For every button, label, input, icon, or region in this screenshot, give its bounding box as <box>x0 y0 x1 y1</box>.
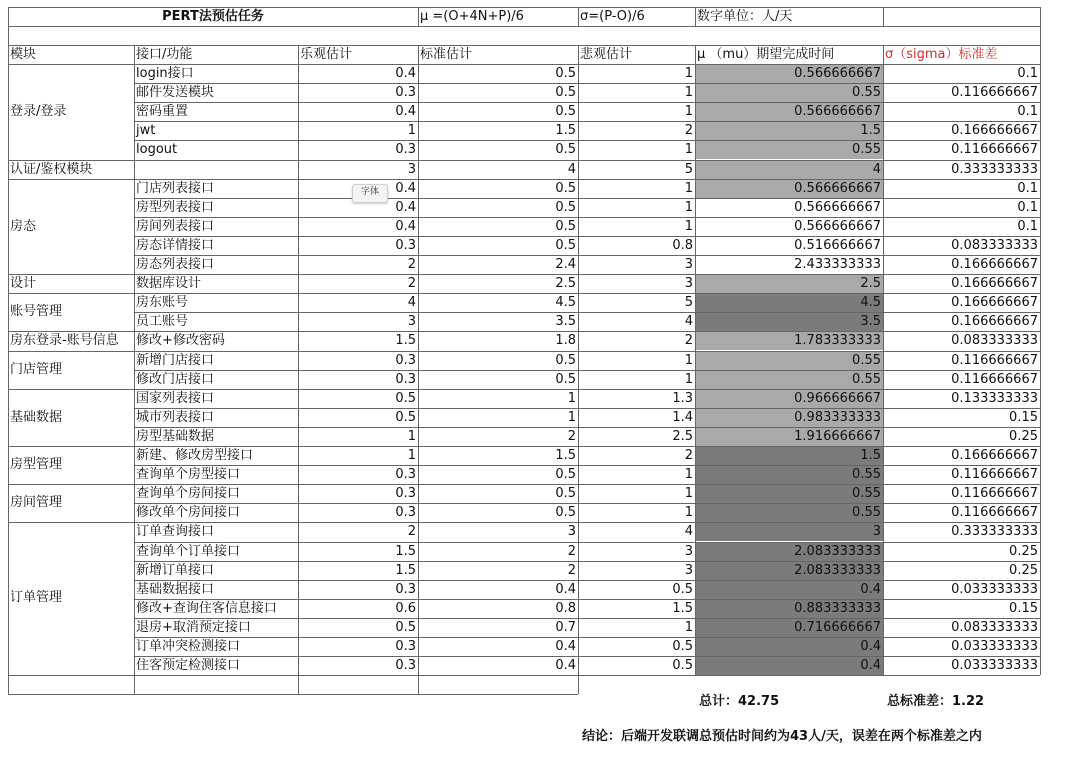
value-cell[interactable]: 0.033333333 <box>951 581 1038 597</box>
grid-line <box>8 26 1040 27</box>
value-cell[interactable]: 0.333333333 <box>951 161 1038 177</box>
grid-line <box>8 351 1040 352</box>
value-cell[interactable]: 0.116666667 <box>951 142 1038 158</box>
value-cell[interactable]: 0.7 <box>555 619 576 635</box>
total-label: 总计：42.75 <box>699 694 780 709</box>
grid-line <box>134 637 1040 638</box>
function-cell[interactable]: 国家列表接口 <box>136 390 215 406</box>
value-cell[interactable]: 3 <box>684 276 693 292</box>
grid-line <box>134 618 1040 619</box>
value-cell[interactable]: 0.3 <box>395 237 416 253</box>
value-cell[interactable]: 0.566666667 <box>695 64 883 83</box>
value-cell[interactable]: 0.333333333 <box>951 524 1038 540</box>
function-cell[interactable]: 城市列表接口 <box>136 409 215 425</box>
grid-line <box>695 45 696 675</box>
value-cell[interactable]: 4 <box>567 161 576 177</box>
value-cell[interactable]: 2 <box>567 543 576 559</box>
value-cell[interactable]: 0.1 <box>1017 180 1038 196</box>
value-cell[interactable]: 3 <box>407 161 416 177</box>
value-cell[interactable]: 0.5 <box>672 658 693 674</box>
function-cell[interactable]: 新增订单接口 <box>136 562 215 578</box>
value-cell[interactable]: 0.3 <box>395 142 416 158</box>
grid-line <box>134 675 135 694</box>
function-cell[interactable]: 退房+取消预定接口 <box>136 619 251 635</box>
value-cell[interactable]: 1.5 <box>395 543 416 559</box>
value-cell[interactable]: 0.25 <box>1009 562 1038 578</box>
value-cell[interactable]: 0.4 <box>395 180 416 196</box>
value-cell[interactable]: 0.5 <box>555 218 576 234</box>
module-cell[interactable]: 房型管理 <box>10 457 63 472</box>
grid-line <box>298 675 299 694</box>
value-cell[interactable]: 0.116666667 <box>951 371 1038 387</box>
value-cell[interactable]: 2 <box>407 257 416 272</box>
value-cell[interactable]: 0.5 <box>555 85 576 101</box>
value-cell[interactable]: 0.55 <box>695 465 883 484</box>
value-cell[interactable]: 0.4 <box>395 104 416 120</box>
module-cell[interactable]: 认证/鉴权模块 <box>10 161 93 177</box>
value-cell[interactable]: 0.4 <box>555 581 576 597</box>
value-cell[interactable]: 2.5 <box>695 274 883 293</box>
value-cell[interactable]: 0.3 <box>395 581 416 597</box>
grid-line <box>8 45 1040 46</box>
grid-line <box>134 408 1040 409</box>
value-cell[interactable]: 1 <box>407 428 416 444</box>
value-cell[interactable]: 0.5 <box>555 237 576 253</box>
grid-line <box>578 45 579 675</box>
function-cell[interactable]: 房型基础数据 <box>136 428 215 444</box>
value-cell[interactable]: 0.3 <box>395 658 416 674</box>
function-cell[interactable]: 门店列表接口 <box>136 180 215 196</box>
value-cell[interactable]: 0.116666667 <box>951 352 1038 368</box>
value-cell[interactable]: 0.5 <box>395 409 416 425</box>
value-cell[interactable]: 2.083333333 <box>695 561 883 580</box>
value-cell[interactable]: 4 <box>695 160 883 179</box>
value-cell[interactable]: 2.433333333 <box>794 257 881 272</box>
value-cell[interactable]: 1 <box>684 352 693 368</box>
value-cell[interactable]: 0.4 <box>695 637 883 656</box>
value-cell[interactable]: 4 <box>407 295 416 311</box>
grid-line <box>8 694 578 695</box>
value-cell[interactable]: 1.5 <box>395 333 416 349</box>
value-cell[interactable]: 1 <box>684 85 693 101</box>
grid-line <box>418 7 419 26</box>
value-cell[interactable]: 0.3 <box>395 352 416 368</box>
value-cell[interactable]: 0.1 <box>1017 199 1038 215</box>
value-cell[interactable]: 1 <box>684 467 693 483</box>
function-cell[interactable]: login接口 <box>136 66 194 81</box>
grid-line <box>883 7 884 26</box>
value-cell[interactable]: 0.116666667 <box>951 505 1038 521</box>
value-cell[interactable]: 0.566666667 <box>695 179 883 198</box>
value-cell[interactable]: 0.883333333 <box>695 599 883 618</box>
module-cell[interactable]: 房间管理 <box>10 495 63 511</box>
value-cell[interactable]: 1 <box>684 218 693 234</box>
grid-line <box>1040 7 1041 26</box>
value-cell[interactable]: 0.1 <box>1017 104 1038 120</box>
function-cell[interactable]: 员工账号 <box>136 314 189 330</box>
value-cell[interactable]: 0.566666667 <box>794 199 881 215</box>
value-cell[interactable]: 1.5 <box>555 123 576 139</box>
grid-line <box>695 7 696 26</box>
grid-line <box>134 217 1040 218</box>
value-cell[interactable]: 1.5 <box>555 448 576 463</box>
value-cell[interactable]: 4.5 <box>555 295 576 311</box>
value-cell[interactable]: 0.4 <box>395 218 416 234</box>
module-cell[interactable]: 账号管理 <box>10 304 63 320</box>
grid-line <box>134 427 1040 428</box>
sigma-formula: σ=(P-O)/6 <box>580 9 645 24</box>
value-cell[interactable]: 0.8 <box>555 600 576 616</box>
grid-line <box>1040 26 1041 45</box>
function-cell[interactable]: 邮件发送模块 <box>136 85 215 101</box>
value-cell[interactable]: 1.5 <box>395 562 416 578</box>
value-cell[interactable]: 0.166666667 <box>951 295 1038 311</box>
value-cell[interactable]: 0.55 <box>695 484 883 503</box>
value-cell[interactable]: 1 <box>684 142 693 158</box>
value-cell[interactable]: 4 <box>684 524 693 540</box>
value-cell[interactable]: 0.166666667 <box>951 314 1038 330</box>
value-cell[interactable]: 0.1 <box>1017 218 1038 234</box>
value-cell[interactable]: 1 <box>684 505 693 521</box>
function-cell[interactable]: 数据库设计 <box>136 276 202 292</box>
value-cell[interactable]: 1 <box>567 390 576 406</box>
function-cell[interactable]: 新增门店接口 <box>136 352 215 368</box>
value-cell[interactable]: 3.5 <box>695 312 883 331</box>
grid-line <box>134 580 1040 581</box>
value-cell[interactable]: 0.166666667 <box>951 123 1038 139</box>
grid-line <box>418 45 419 675</box>
value-cell[interactable]: 0.166666667 <box>951 448 1038 463</box>
value-cell[interactable]: 0.5 <box>555 371 576 387</box>
grid-line <box>8 484 1040 485</box>
value-cell[interactable]: 1 <box>567 409 576 425</box>
font-tooltip: 字体 <box>352 184 388 203</box>
module-cell[interactable]: 房态 <box>10 218 37 234</box>
value-cell[interactable]: 0.5 <box>672 581 693 597</box>
value-cell[interactable]: 0.3 <box>395 486 416 502</box>
grid-line <box>578 7 579 26</box>
value-cell[interactable]: 1 <box>684 180 693 196</box>
value-cell[interactable]: 2.5 <box>672 428 693 444</box>
grid-line <box>8 45 9 675</box>
mu-formula: μ =(O+4N+P)/6 <box>420 9 524 24</box>
column-header[interactable]: 标准估计 <box>420 47 473 62</box>
grid-line <box>134 236 1040 237</box>
grid-line <box>8 160 1040 161</box>
value-cell[interactable]: 0.083333333 <box>951 619 1038 635</box>
value-cell[interactable]: 0.3 <box>395 505 416 521</box>
grid-line <box>134 121 1040 122</box>
function-cell[interactable]: 修改单个房间接口 <box>136 505 241 521</box>
value-cell[interactable]: 0.5 <box>672 639 693 654</box>
module-cell[interactable]: 订单管理 <box>10 590 63 606</box>
value-cell[interactable]: 0.55 <box>695 83 883 102</box>
function-cell[interactable]: 房态详情接口 <box>136 237 215 253</box>
value-cell[interactable]: 1 <box>684 199 693 215</box>
value-cell[interactable]: 2.4 <box>555 257 576 272</box>
grid-line <box>134 503 1040 504</box>
function-cell[interactable]: 查询单个房型接口 <box>136 467 241 483</box>
value-cell[interactable]: 0.4 <box>695 580 883 599</box>
grid-line <box>8 446 1040 447</box>
value-cell[interactable]: 0.25 <box>1009 543 1038 559</box>
value-cell[interactable]: 0.3 <box>395 371 416 387</box>
function-cell[interactable]: 订单查询接口 <box>136 524 215 540</box>
value-cell[interactable]: 0.116666667 <box>951 467 1038 483</box>
grid-line <box>8 331 1040 332</box>
function-cell[interactable]: 修改门店接口 <box>136 371 215 387</box>
grid-line <box>8 7 9 26</box>
function-cell[interactable]: 基础数据接口 <box>136 581 215 597</box>
function-cell[interactable]: 修改+查询住客信息接口 <box>136 600 277 616</box>
value-cell[interactable]: 0.5 <box>555 199 576 215</box>
value-cell[interactable]: 3 <box>695 522 883 541</box>
value-cell[interactable]: 0.966666667 <box>695 389 883 408</box>
value-cell[interactable]: 0.033333333 <box>951 639 1038 654</box>
value-cell[interactable]: 0.133333333 <box>951 390 1038 406</box>
value-cell[interactable]: 3 <box>684 543 693 559</box>
grid-line <box>134 255 1040 256</box>
grid-line <box>134 561 1040 562</box>
value-cell[interactable]: 1 <box>684 104 693 120</box>
value-cell[interactable]: 2 <box>684 333 693 349</box>
function-cell[interactable]: logout <box>136 142 178 158</box>
function-cell[interactable]: 房间列表接口 <box>136 218 215 234</box>
value-cell[interactable]: 4 <box>684 314 693 330</box>
value-cell[interactable]: 0.033333333 <box>951 658 1038 674</box>
value-cell[interactable]: 0.983333333 <box>695 408 883 427</box>
value-cell[interactable]: 2.083333333 <box>695 542 883 561</box>
grid-line <box>8 675 9 694</box>
grid-line <box>134 542 1040 543</box>
grid-line <box>8 389 1040 390</box>
value-cell[interactable]: 0.4 <box>395 66 416 81</box>
value-cell[interactable]: 0.516666667 <box>794 237 881 253</box>
value-cell[interactable]: 0.55 <box>695 351 883 370</box>
function-cell[interactable]: 修改+修改密码 <box>136 333 225 349</box>
value-cell[interactable]: 0.1 <box>1017 66 1038 81</box>
grid-line <box>8 26 9 45</box>
value-cell[interactable]: 0.5 <box>395 390 416 406</box>
grid-line <box>134 312 1040 313</box>
value-cell[interactable]: 0.3 <box>395 639 416 654</box>
value-cell[interactable]: 5 <box>684 295 693 311</box>
value-cell[interactable]: 0.5 <box>555 467 576 483</box>
value-cell[interactable]: 0.4 <box>555 639 576 654</box>
value-cell[interactable]: 0.5 <box>555 352 576 368</box>
value-cell[interactable]: 2.5 <box>555 276 576 292</box>
value-cell[interactable]: 0.55 <box>695 503 883 522</box>
value-cell[interactable]: 0.25 <box>1009 428 1038 444</box>
grid-line <box>134 599 1040 600</box>
value-cell[interactable]: 0.716666667 <box>695 618 883 637</box>
column-header[interactable]: 悲观估计 <box>580 47 633 62</box>
grid-line <box>134 198 1040 199</box>
value-cell[interactable]: 0.083333333 <box>951 333 1038 349</box>
value-cell[interactable]: 2 <box>684 123 693 139</box>
module-cell[interactable]: 基础数据 <box>10 409 63 425</box>
function-cell[interactable] <box>134 160 298 179</box>
value-cell[interactable]: 0.3 <box>395 85 416 101</box>
value-cell[interactable]: 0.5 <box>555 104 576 120</box>
value-cell[interactable]: 0.4 <box>395 199 416 215</box>
value-cell[interactable]: 0.5 <box>555 66 576 81</box>
grid-line <box>134 656 1040 657</box>
value-cell[interactable]: 0.5 <box>395 619 416 635</box>
grid-line <box>134 140 1040 141</box>
value-cell[interactable]: 5 <box>684 161 693 177</box>
function-cell[interactable]: 密码重置 <box>136 104 189 120</box>
value-cell[interactable]: 1.8 <box>555 333 576 349</box>
value-cell[interactable]: 0.55 <box>695 140 883 159</box>
value-cell[interactable]: 1.5 <box>695 446 883 465</box>
value-cell[interactable]: 0.4 <box>555 658 576 674</box>
value-cell[interactable]: 0.166666667 <box>951 276 1038 292</box>
value-cell[interactable]: 1.783333333 <box>695 331 883 350</box>
grid-line <box>1040 45 1041 675</box>
module-cell[interactable]: 登录/登录 <box>10 104 67 119</box>
value-cell[interactable]: 1 <box>407 123 416 139</box>
total-std-label: 总标准差：1.22 <box>887 694 985 709</box>
column-header[interactable]: 模块 <box>10 47 37 62</box>
function-cell[interactable]: 房态列表接口 <box>136 257 215 272</box>
value-cell[interactable]: 0.5 <box>555 486 576 502</box>
value-cell[interactable]: 0.3 <box>395 467 416 483</box>
sheet-title: PERT法预估任务 <box>162 9 264 24</box>
grid-line <box>8 179 1040 180</box>
value-cell[interactable]: 1.5 <box>695 121 883 140</box>
value-cell[interactable]: 0.166666667 <box>951 257 1038 272</box>
grid-line <box>134 370 1040 371</box>
value-cell[interactable]: 2 <box>567 428 576 444</box>
grid-line <box>578 675 579 694</box>
function-cell[interactable]: 订单冲突检测接口 <box>136 639 241 654</box>
value-cell[interactable]: 0.566666667 <box>794 218 881 234</box>
value-cell[interactable]: 0.566666667 <box>695 102 883 121</box>
function-cell[interactable]: 房型列表接口 <box>136 199 215 215</box>
value-cell[interactable]: 0.5 <box>555 505 576 521</box>
unit-label: 数字单位：人/天 <box>697 9 793 24</box>
grid-line <box>298 45 299 675</box>
value-cell[interactable]: 1 <box>407 448 416 463</box>
module-cell[interactable]: 房东登录-账号信息 <box>10 333 119 349</box>
function-cell[interactable]: 新建、修改房型接口 <box>136 448 254 463</box>
value-cell[interactable]: 3 <box>684 257 693 272</box>
conclusion-text: 结论：后端开发联调总预估时间约为43人/天，误差在两个标准差之内 <box>582 729 982 744</box>
grid-line <box>418 675 419 694</box>
grid-line <box>8 293 1040 294</box>
grid-line <box>134 102 1040 103</box>
value-cell[interactable]: 1.916666667 <box>695 427 883 446</box>
grid-line <box>134 45 135 675</box>
value-cell[interactable]: 0.15 <box>1009 409 1038 425</box>
value-cell[interactable]: 1.3 <box>672 390 693 406</box>
value-cell[interactable]: 0.8 <box>672 237 693 253</box>
value-cell[interactable]: 1 <box>684 371 693 387</box>
function-cell[interactable]: 查询单个订单接口 <box>136 543 241 559</box>
value-cell[interactable]: 0.55 <box>695 370 883 389</box>
value-cell[interactable]: 0.15 <box>1009 600 1038 616</box>
value-cell[interactable]: 1.4 <box>672 409 693 425</box>
value-cell[interactable]: 1.5 <box>672 600 693 616</box>
value-cell[interactable]: 3 <box>567 524 576 540</box>
grid-line <box>8 7 1040 8</box>
function-cell[interactable]: 查询单个房间接口 <box>136 486 241 502</box>
value-cell[interactable]: 0.116666667 <box>951 486 1038 502</box>
grid-line <box>8 522 1040 523</box>
function-cell[interactable]: 住客预定检测接口 <box>136 658 241 674</box>
function-cell[interactable]: jwt <box>136 123 156 139</box>
value-cell[interactable]: 3 <box>684 562 693 578</box>
value-cell[interactable]: 2 <box>684 448 693 463</box>
grid-line <box>8 274 1040 275</box>
module-cell[interactable]: 设计 <box>10 276 37 292</box>
value-cell[interactable]: 0.5 <box>555 142 576 158</box>
column-header[interactable]: μ （mu）期望完成时间 <box>697 47 835 62</box>
value-cell[interactable]: 0.083333333 <box>951 237 1038 253</box>
module-cell[interactable]: 门店管理 <box>10 361 63 377</box>
value-cell[interactable]: 1 <box>684 66 693 81</box>
grid-line <box>134 465 1040 466</box>
grid-line <box>8 675 1040 676</box>
grid-line <box>883 45 884 675</box>
value-cell[interactable]: 0.4 <box>695 656 883 675</box>
value-cell[interactable]: 1 <box>684 486 693 502</box>
value-cell[interactable]: 2 <box>407 524 416 540</box>
column-header[interactable]: 接口/功能 <box>136 47 193 62</box>
value-cell[interactable]: 4.5 <box>695 293 883 312</box>
value-cell[interactable]: 3.5 <box>555 314 576 330</box>
value-cell[interactable]: 0.6 <box>395 600 416 616</box>
column-header[interactable]: 乐观估计 <box>300 47 353 62</box>
value-cell[interactable]: 3 <box>407 314 416 330</box>
value-cell[interactable]: 2 <box>407 276 416 292</box>
column-header[interactable]: σ（sigma）标准差 <box>885 47 998 62</box>
value-cell[interactable]: 0.116666667 <box>951 85 1038 101</box>
grid-line <box>8 64 1040 65</box>
grid-line <box>134 83 1040 84</box>
function-cell[interactable]: 房东账号 <box>136 295 189 311</box>
value-cell[interactable]: 1 <box>684 619 693 635</box>
value-cell[interactable]: 2 <box>567 562 576 578</box>
value-cell[interactable]: 0.5 <box>555 180 576 196</box>
